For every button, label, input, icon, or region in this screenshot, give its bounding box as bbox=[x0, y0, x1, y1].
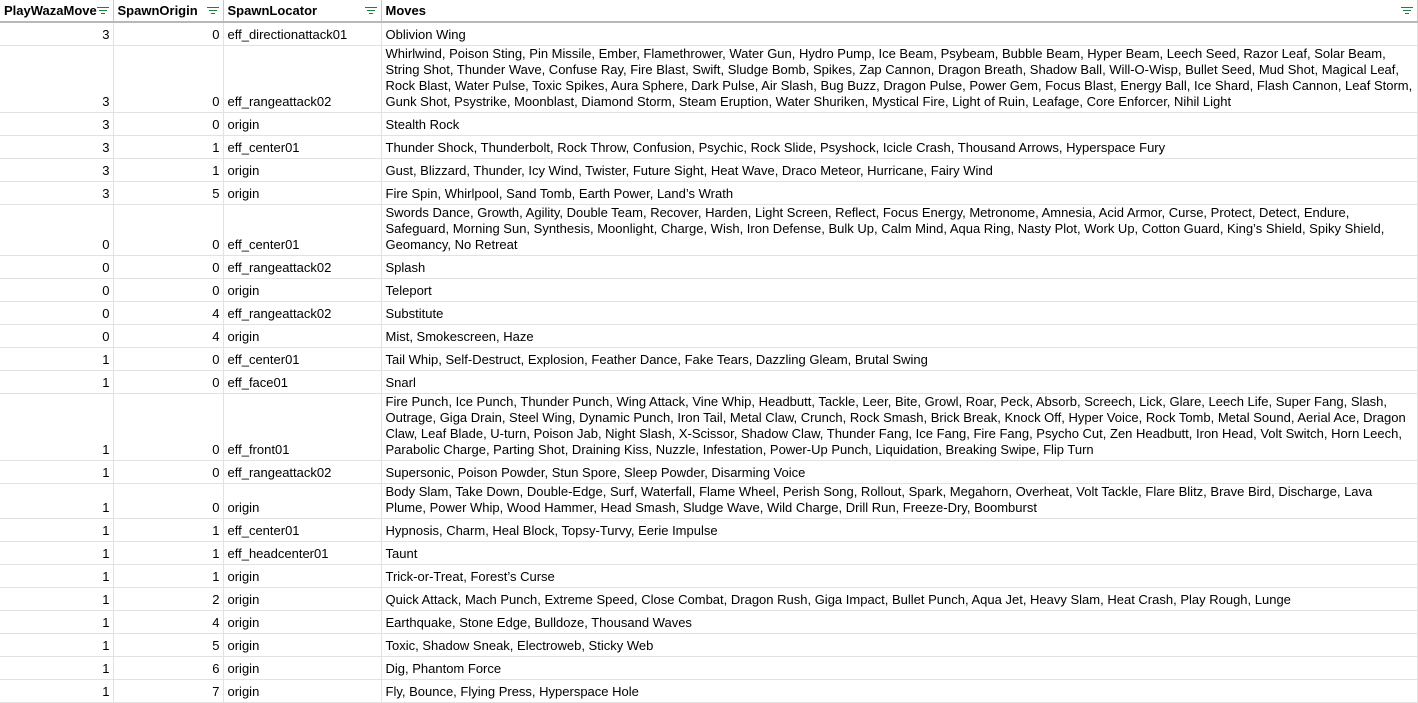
cell-moves[interactable]: Dig, Phantom Force bbox=[381, 657, 1417, 680]
cell-spawnorigin[interactable]: 1 bbox=[113, 542, 223, 565]
cell-spawnlocator[interactable]: origin bbox=[223, 159, 381, 182]
cell-spawnlocator[interactable]: eff_center01 bbox=[223, 519, 381, 542]
cell-playwazamove[interactable]: 3 bbox=[0, 22, 113, 46]
cell-spawnorigin[interactable]: 4 bbox=[113, 302, 223, 325]
table-row bbox=[0, 159, 1417, 182]
cell-playwazamove[interactable]: 0 bbox=[0, 325, 113, 348]
cell-playwazamove[interactable]: 3 bbox=[0, 46, 113, 113]
cell-spawnorigin[interactable]: 0 bbox=[113, 461, 223, 484]
cell-spawnlocator[interactable]: origin bbox=[223, 113, 381, 136]
cell-spawnorigin[interactable]: 0 bbox=[113, 279, 223, 302]
cell-spawnlocator[interactable]: eff_center01 bbox=[223, 348, 381, 371]
cell-moves[interactable]: Fly, Bounce, Flying Press, Hyperspace Hole bbox=[381, 680, 1417, 703]
cell-playwazamove[interactable]: 0 bbox=[0, 256, 113, 279]
cell-spawnorigin[interactable]: 7 bbox=[113, 680, 223, 703]
cell-moves[interactable]: Snarl bbox=[381, 371, 1417, 394]
cell-spawnorigin[interactable]: 4 bbox=[113, 325, 223, 348]
table-row bbox=[0, 348, 1417, 371]
cell-spawnorigin[interactable]: 0 bbox=[113, 46, 223, 113]
cell-spawnlocator[interactable]: origin bbox=[223, 325, 381, 348]
cell-playwazamove[interactable]: 3 bbox=[0, 136, 113, 159]
cell-spawnlocator[interactable]: eff_rangeattack02 bbox=[223, 256, 381, 279]
cell-moves[interactable]: Supersonic, Poison Powder, Stun Spore, Sleep Powder, Disarming Voice bbox=[381, 461, 1417, 484]
cell-playwazamove[interactable]: 1 bbox=[0, 657, 113, 680]
table-row bbox=[0, 325, 1417, 348]
cell-spawnorigin[interactable]: 0 bbox=[113, 205, 223, 256]
cell-spawnlocator[interactable]: eff_directionattack01 bbox=[223, 22, 381, 46]
cell-moves[interactable]: Oblivion Wing bbox=[381, 22, 1417, 46]
cell-playwazamove[interactable]: 1 bbox=[0, 565, 113, 588]
cell-spawnlocator[interactable]: eff_center01 bbox=[223, 205, 381, 256]
cell-moves[interactable]: Hypnosis, Charm, Heal Block, Topsy-Turvy, Eerie Impulse bbox=[381, 519, 1417, 542]
cell-spawnorigin[interactable]: 1 bbox=[113, 565, 223, 588]
cell-playwazamove[interactable]: 1 bbox=[0, 519, 113, 542]
filter-icon[interactable] bbox=[1400, 4, 1414, 16]
cell-moves[interactable]: Whirlwind, Poison Sting, Pin Missile, Ember, Flamethrower, Water Gun, Hydro Pump, Ice Beam, Psybeam, Bubble Beam, Hyper Beam, Leech Seed, Razor Leaf, Solar Beam, String Shot, Thunder Wave, Confuse Ray, Fire Blast, Swift, Sludge Bomb, Spikes, Zap Cannon, Dragon Breath, Shadow Ball, Will-O-Wisp, Bullet Seed, Mud Shot, Magical Leaf, Rock Blast, Water Pulse, Toxic Spikes, Aura Sphere, Dark Pulse, Air Slash, Bug Buzz, Dragon Pulse, Power Gem, Focus Blast, Energy Ball, Ice Shard, Flash Cannon, Leaf Storm, Gunk Shot, Psystrike, Moonblast, Diamond Storm, Steam Eruption, Water Shuriken, Mystical Fire, Light of Ruin, Leafage, Core Enforcer, Nihil Light bbox=[381, 46, 1417, 113]
table-row bbox=[0, 136, 1417, 159]
cell-spawnlocator[interactable]: eff_headcenter01 bbox=[223, 542, 381, 565]
cell-spawnorigin[interactable]: 5 bbox=[113, 634, 223, 657]
cell-moves[interactable]: Thunder Shock, Thunderbolt, Rock Throw, Confusion, Psychic, Rock Slide, Psyshock, Icicle Crash, Thousand Arrows, Hyperspace Fury bbox=[381, 136, 1417, 159]
cell-spawnorigin[interactable]: 0 bbox=[113, 394, 223, 461]
cell-spawnorigin[interactable]: 1 bbox=[113, 136, 223, 159]
table-row bbox=[0, 542, 1417, 565]
table-row bbox=[0, 205, 1417, 256]
cell-moves[interactable]: Fire Spin, Whirlpool, Sand Tomb, Earth Power, Land’s Wrath bbox=[381, 182, 1417, 205]
cell-playwazamove[interactable]: 0 bbox=[0, 302, 113, 325]
table-row bbox=[0, 484, 1417, 519]
cell-playwazamove[interactable]: 3 bbox=[0, 182, 113, 205]
cell-spawnorigin[interactable]: 0 bbox=[113, 256, 223, 279]
cell-playwazamove[interactable]: 1 bbox=[0, 348, 113, 371]
cell-playwazamove[interactable]: 1 bbox=[0, 394, 113, 461]
table-row bbox=[0, 22, 1417, 46]
cell-moves[interactable]: Fire Punch, Ice Punch, Thunder Punch, Wing Attack, Vine Whip, Headbutt, Tackle, Leer, Bite, Growl, Roar, Peck, Absorb, Screech, Lick, Glare, Leech Life, Super Fang, Slash, Outrage, Giga Drain, Steel Wing, Dynamic Punch, Iron Tail, Metal Claw, Crunch, Rock Smash, Brick Break, Knock Off, Hyper Voice, Rock Tomb, Metal Sound, Aerial Ace, Dragon Claw, Leaf Blade, U-turn, Poison Jab, Night Slash, X-Scissor, Shadow Claw, Thunder Fang, Ice Fang, Fire Fang, Psycho Cut, Zen Headbutt, Iron Head, Volt Switch, Horn Leech, Parabolic Charge, Parting Shot, Draining Kiss, Nuzzle, Infestation, Power-Up Punch, Liquidation, Breaking Swipe, Flip Turn bbox=[381, 394, 1417, 461]
cell-playwazamove[interactable]: 0 bbox=[0, 205, 113, 256]
cell-playwazamove[interactable]: 1 bbox=[0, 542, 113, 565]
table-row bbox=[0, 461, 1417, 484]
cell-playwazamove[interactable]: 1 bbox=[0, 680, 113, 703]
table-row bbox=[0, 634, 1417, 657]
column-header-playwazamove[interactable] bbox=[0, 0, 113, 22]
cell-spawnorigin[interactable]: 0 bbox=[113, 371, 223, 394]
cell-moves[interactable]: Substitute bbox=[381, 302, 1417, 325]
table-row bbox=[0, 680, 1417, 703]
cell-spawnorigin[interactable]: 0 bbox=[113, 22, 223, 46]
table-row bbox=[0, 182, 1417, 205]
cell-moves[interactable]: Mist, Smokescreen, Haze bbox=[381, 325, 1417, 348]
cell-playwazamove[interactable]: 0 bbox=[0, 279, 113, 302]
cell-moves[interactable]: Taunt bbox=[381, 542, 1417, 565]
cell-playwazamove[interactable]: 1 bbox=[0, 484, 113, 519]
cell-spawnorigin[interactable]: 0 bbox=[113, 113, 223, 136]
cell-spawnorigin[interactable]: 1 bbox=[113, 159, 223, 182]
cell-moves[interactable]: Body Slam, Take Down, Double-Edge, Surf, Waterfall, Flame Wheel, Perish Song, Rollout, Spark, Megahorn, Overheat, Volt Tackle, Flare Blitz, Brave Bird, Discharge, Lava Plume, Power Whip, Wood Hammer, Head Smash, Sludge Wave, Wild Charge, Drill Run, Freeze-Dry, Boomburst bbox=[381, 484, 1417, 519]
cell-spawnorigin[interactable]: 6 bbox=[113, 657, 223, 680]
cell-spawnlocator[interactable]: origin bbox=[223, 611, 381, 634]
table-row bbox=[0, 394, 1417, 461]
cell-spawnlocator[interactable]: origin bbox=[223, 657, 381, 680]
cell-moves[interactable]: Earthquake, Stone Edge, Bulldoze, Thousand Waves bbox=[381, 611, 1417, 634]
cell-spawnlocator[interactable]: eff_rangeattack02 bbox=[223, 302, 381, 325]
table-row bbox=[0, 565, 1417, 588]
cell-moves[interactable]: Quick Attack, Mach Punch, Extreme Speed, Close Combat, Dragon Rush, Giga Impact, Bullet Punch, Aqua Jet, Heavy Slam, Heat Crash, Play Rough, Lunge bbox=[381, 588, 1417, 611]
cell-spawnlocator[interactable]: eff_center01 bbox=[223, 136, 381, 159]
cell-playwazamove[interactable]: 3 bbox=[0, 159, 113, 182]
cell-spawnorigin[interactable]: 5 bbox=[113, 182, 223, 205]
cell-playwazamove[interactable]: 1 bbox=[0, 371, 113, 394]
column-header-spawnorigin[interactable] bbox=[113, 0, 223, 22]
cell-spawnorigin[interactable]: 2 bbox=[113, 588, 223, 611]
cell-spawnorigin[interactable]: 1 bbox=[113, 519, 223, 542]
column-header-spawnlocator[interactable] bbox=[223, 0, 381, 22]
table-row bbox=[0, 113, 1417, 136]
cell-spawnlocator[interactable]: eff_rangeattack02 bbox=[223, 46, 381, 113]
column-header-label: SpawnOrigin bbox=[117, 3, 198, 18]
table-row bbox=[0, 302, 1417, 325]
cell-playwazamove[interactable]: 1 bbox=[0, 634, 113, 657]
cell-moves[interactable]: Gust, Blizzard, Thunder, Icy Wind, Twister, Future Sight, Heat Wave, Draco Meteor, Hurricane, Fairy Wind bbox=[381, 159, 1417, 182]
cell-spawnlocator[interactable]: origin bbox=[223, 182, 381, 205]
cell-spawnlocator[interactable]: eff_front01 bbox=[223, 394, 381, 461]
cell-spawnlocator[interactable]: origin bbox=[223, 588, 381, 611]
filter-icon[interactable] bbox=[96, 4, 110, 16]
cell-spawnlocator[interactable]: origin bbox=[223, 680, 381, 703]
cell-playwazamove[interactable]: 1 bbox=[0, 588, 113, 611]
cell-spawnlocator[interactable]: origin bbox=[223, 484, 381, 519]
cell-playwazamove[interactable]: 3 bbox=[0, 113, 113, 136]
cell-spawnorigin[interactable]: 0 bbox=[113, 484, 223, 519]
column-header-label: Moves bbox=[385, 3, 426, 18]
column-header-moves[interactable] bbox=[381, 0, 1417, 22]
cell-moves[interactable]: Stealth Rock bbox=[381, 113, 1417, 136]
cell-spawnlocator[interactable]: origin bbox=[223, 279, 381, 302]
cell-playwazamove[interactable]: 1 bbox=[0, 611, 113, 634]
cell-spawnlocator[interactable]: origin bbox=[223, 634, 381, 657]
table-row bbox=[0, 46, 1417, 113]
cell-spawnorigin[interactable]: 0 bbox=[113, 348, 223, 371]
column-header-label: SpawnLocator bbox=[227, 3, 318, 18]
table-row bbox=[0, 519, 1417, 542]
cell-playwazamove[interactable]: 1 bbox=[0, 461, 113, 484]
table-body bbox=[0, 22, 1417, 703]
table-row bbox=[0, 371, 1417, 394]
filter-icon[interactable] bbox=[206, 4, 220, 16]
table-row bbox=[0, 256, 1417, 279]
cell-spawnlocator[interactable]: eff_face01 bbox=[223, 371, 381, 394]
table-row bbox=[0, 611, 1417, 634]
filter-icon[interactable] bbox=[364, 4, 378, 16]
table-row bbox=[0, 657, 1417, 680]
cell-spawnlocator[interactable]: origin bbox=[223, 565, 381, 588]
table-row bbox=[0, 279, 1417, 302]
cell-moves[interactable]: Trick-or-Treat, Forest’s Curse bbox=[381, 565, 1417, 588]
cell-moves[interactable]: Tail Whip, Self-Destruct, Explosion, Feather Dance, Fake Tears, Dazzling Gleam, Brutal Swing bbox=[381, 348, 1417, 371]
cell-moves[interactable]: Teleport bbox=[381, 279, 1417, 302]
cell-moves[interactable]: Toxic, Shadow Sneak, Electroweb, Sticky Web bbox=[381, 634, 1417, 657]
cell-moves[interactable]: Splash bbox=[381, 256, 1417, 279]
cell-moves[interactable]: Swords Dance, Growth, Agility, Double Team, Recover, Harden, Light Screen, Reflect, Focus Energy, Metronome, Amnesia, Acid Armor, Curse, Protect, Detect, Endure, Safeguard, Morning Sun, Synthesis, Moonlight, Charge, Wish, Iron Defense, Bulk Up, Calm Mind, Aqua Ring, Nasty Plot, Work Up, Cotton Guard, King’s Shield, Spiky Shield, Geomancy, No Retreat bbox=[381, 205, 1417, 256]
header-row bbox=[0, 0, 1417, 22]
cell-spawnlocator[interactable]: eff_rangeattack02 bbox=[223, 461, 381, 484]
cell-spawnorigin[interactable]: 4 bbox=[113, 611, 223, 634]
column-header-label: PlayWazaMove bbox=[4, 3, 97, 18]
table-row bbox=[0, 588, 1417, 611]
